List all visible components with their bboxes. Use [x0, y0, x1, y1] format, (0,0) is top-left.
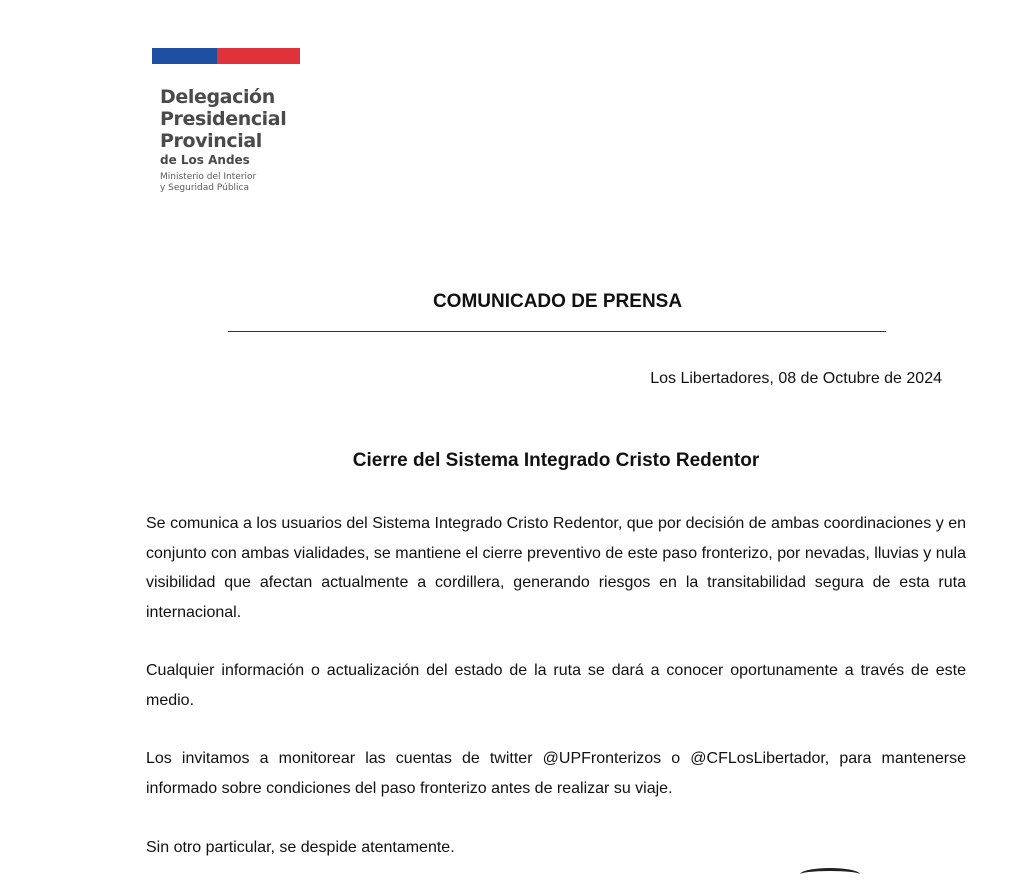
paragraph-closure-notice: Se comunica a los usuarios del Sistema Integrado Cristo Redentor, que por decisión de ambas coordinaciones y en conjunto con ambas vialidades, se mantiene el cierre preventivo de este paso fronterizo, por nevadas, lluvias y nula visibilidad que afectan actualmente a cordillera, generando riesgos en la transitabilidad segura de esta ruta internacional.: [146, 515, 966, 621]
logo-title-line1: Delegación: [160, 86, 275, 108]
logo-title-line3: Provincial: [160, 130, 262, 152]
institution-logo: [152, 48, 322, 194]
logo-title-line2: Presidencial: [160, 108, 287, 130]
dateline: Los Libertadores, 08 de Octubre de 2024: [650, 370, 942, 387]
flag-blue-segment: [152, 48, 217, 64]
flag-red-segment: [217, 48, 300, 64]
logo-subtitle: de Los Andes: [160, 153, 250, 167]
logo-ministry-line2: y Seguridad Pública: [160, 183, 250, 193]
logo-ministry-line1: Ministerio del Interior: [160, 172, 257, 182]
document-heading: COMUNICADO DE PRENSA: [432, 291, 683, 312]
paragraph-twitter: Los invitamos a monitorear las cuentas de twitter @UPFronterizos o @CFLosLibertador, para mantenerse informado sobre condiciones del paso fronterizo antes de realizar su viaje.: [146, 750, 966, 797]
logo-title: [160, 86, 322, 152]
heading-underline: [228, 331, 886, 332]
logo-ministry: [160, 172, 322, 194]
document-title: Cierre del Sistema Integrado Cristo Redentor: [352, 450, 760, 471]
flag-color-bar: [152, 48, 300, 64]
paragraph-closing: Sin otro particular, se despide atentamente.: [146, 839, 455, 856]
paragraph-updates: Cualquier información o actualización del estado de la ruta se dará a conocer oportunamente a través de este medio.: [146, 662, 966, 709]
